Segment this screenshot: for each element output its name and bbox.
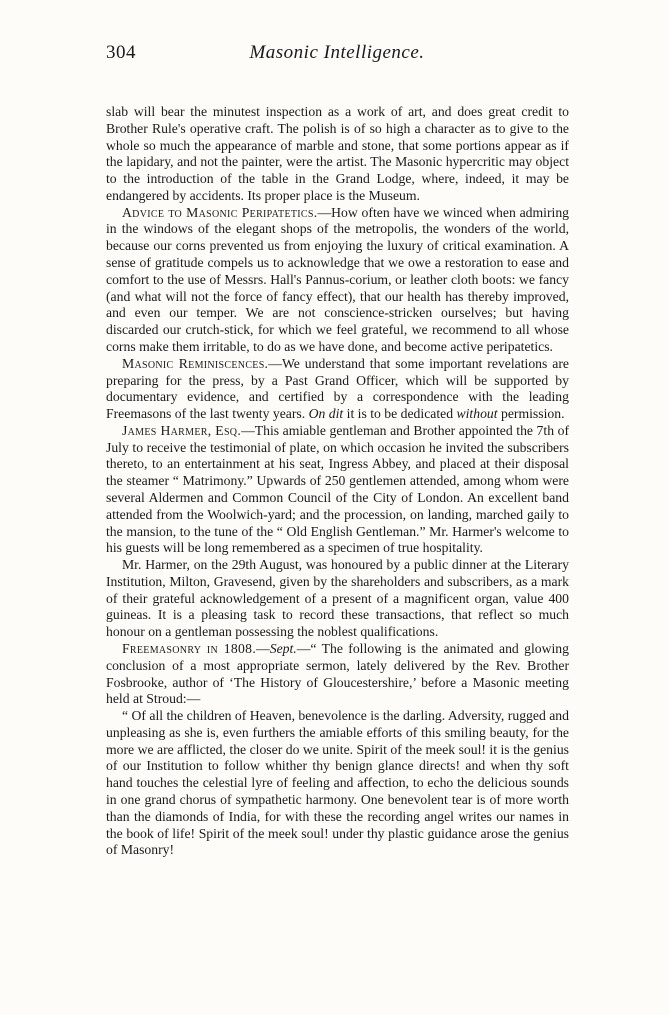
paragraph-table-continuation [106,104,569,205]
paragraph-text: it is to be dedicated [346,406,454,422]
italic-phrase: On dit [308,406,344,422]
paragraph-masonic-reminiscences [106,356,569,423]
paragraph-text: —We understand that some important revelations are preparing for the press, by a Past Grand Officer, which will be supported by documentary evidence, and certified by a correspondence with the leading Freemasons of the last twenty years. [106,355,569,422]
italic-date: Sept. [269,641,297,656]
italic-word: without [456,406,498,422]
paragraph-freemasonry-1808: Freemasonry in 1808.—Sept.—“ The following is the animated and glowing conclusion of a most appropriate sermon, lately delivered by the Rev. Brother Fosbrooke, author of ‘The History of Gloucestershire,’ before a Masonic meeting held at Stroud:— [106,641,569,707]
paragraph-sermon-quote [106,708,569,859]
running-head [106,42,568,68]
page-number: 304 [106,42,136,63]
paragraph-text: permission. [501,406,565,422]
paragraph-james-harmer [106,423,569,557]
paragraph-heading: Freemasonry in 1808. [122,641,257,656]
article-body [106,104,569,859]
running-title: Masonic Intelligence. [249,42,425,63]
paragraph-text: —How often have we winced when admiring in the windows of the elegant shops of the metropolis, the wonders of the world, because our corns prevented us from enjoying the luxury of critical examination. A sense of gratitude compels us to acknowledge that we owe a restoration to ease and comfort to the use of Messrs. Hall's Pannus-corium, or leather cloth boots: we fancy (and what will not the force of fancy effect), that our health has thereby improved, and even our temper. We are not conscience-stricken ourselves; but having discarded our crutch-stick, for which we feel grateful, we recommend to all whose corns make them irritable, to do as we have done, and become active peripatetics. [106,204,570,354]
paragraph-text: Mr. Harmer, on the 29th August, was honoured by a public dinner at the Literary Institution, Milton, Gravesend, given by the shareholders and subscribers, as a mark of their grateful acknowledgement of a present of a magnificent organ, value 400 guineas. It is a pleasing task to record these transactions, that reflect so much honour on a gentleman possessing the noblest qualifications. [106,557,569,640]
paragraph-text: —This amiable gentleman and Brother appointed the 7th of July to receive the testimonial of plate, on which occasion he invited the subscribers thereto, to an entertainment at his seat, Ingress Abbey, and placed at their disposal the steamer “ Matrimony.” Upwards of 250 gentlemen attended, among whom were several Aldermen and Common Council of the City of London. An excellent band attended from the Woolwich-yard; and the procession, on landing, marched gaily to the mansion, to the tune of the “ Old English Gentleman.” Mr. Harmer's welcome to his guests will be long remembered as a specimen of true hospitality. [106,422,570,556]
paragraph-text: “ The following is the animated and glowing conclusion of a most appropriate sermon, lately delivered by the Rev. Brother Fosbrooke, author of ‘The History of Gloucestershire,’ before a Masonic meeting held at Stroud:— [106,641,569,707]
paragraph-harmer-dinner [106,557,569,641]
paragraph-advice-peripatetics [106,205,569,356]
paragraph-heading: James Harmer, Esq. [122,422,242,438]
paragraph-heading: Masonic Reminiscences. [122,355,269,371]
paragraph-text: slab will bear the minutest inspection as a work of art, and does great credit to Brother Rule's operative craft. The polish is of so high a character as to give to the whole so much the appearance of marble and stone, that some portions appear as if the lapidary, and not the painter, were the artist. The Masonic hypercritic may object to the introduction of the table in the Grand Lodge, where, indeed, it may be endangered by accidents. Its proper place is the Museum. [106,104,569,203]
paragraph-text: “ Of all the children of Heaven, benevolence is the darling. Adversity, rugged and unpleasing as she is, even furthers the amiable efforts of this smiling beauty, for the more we are afflicted, the closer do we unite. Spirit of the meek soul! it is the genius of our Institution to follow whither thy benign glance directs! and when thy soft hand touches the celestial lyre of feeling and affection, to echo the delicious sounds in one grand chorus of sympathetic harmony. One benevolent tear is of more worth than the diamonds of India, for with these the recording angel writes our names in the book of life! Spirit of the meek soul! under thy plastic guidance arose the genius of Masonry! [106,708,569,858]
paragraph-heading: Advice to Masonic Peripatetics. [122,204,318,220]
